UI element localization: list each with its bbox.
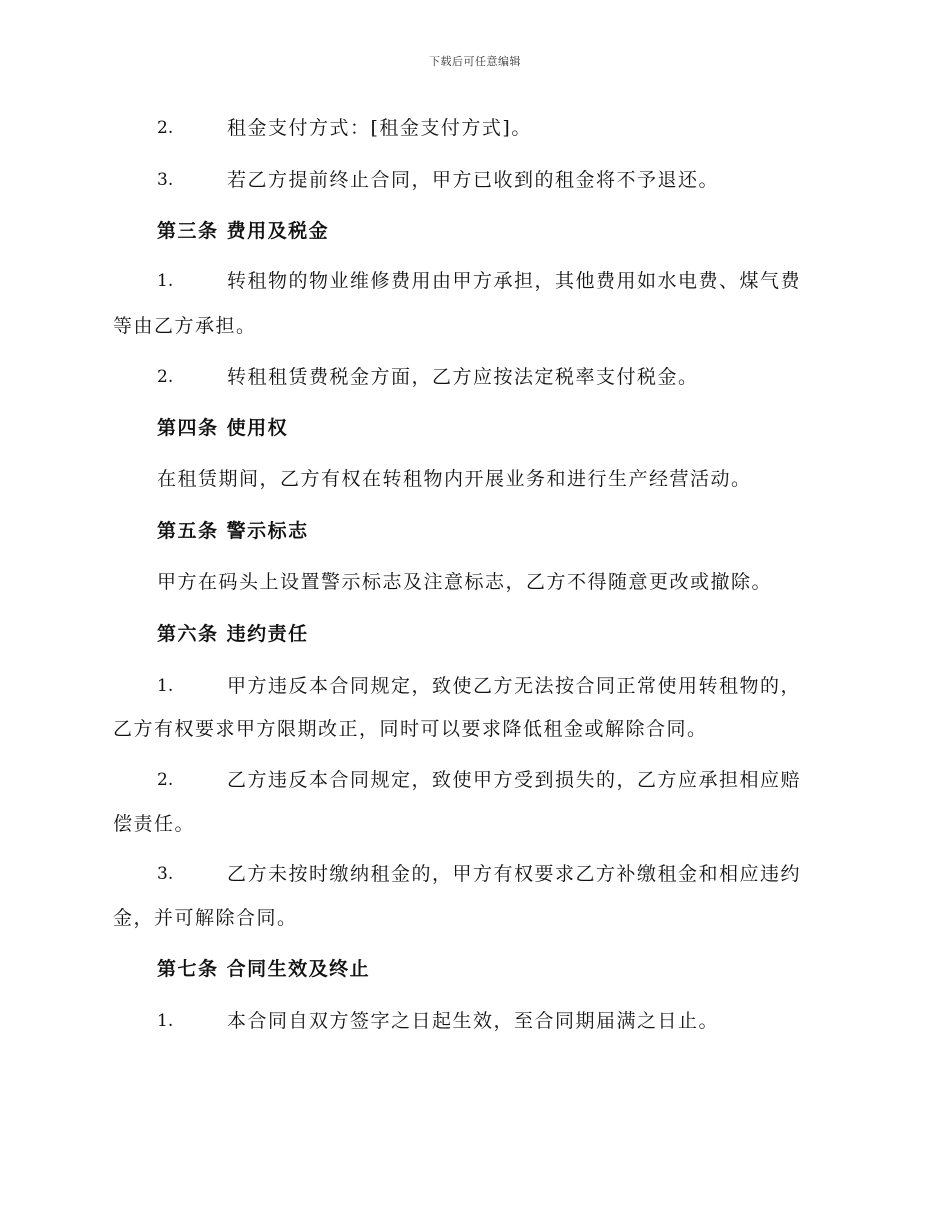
section-heading: 第四条 使用权 [157,417,289,439]
list-number: 2. [157,770,174,790]
page-header: 下载后可任意编辑 [429,55,521,68]
section-heading: 第五条 警示标志 [157,520,309,542]
section-heading: 第三条 费用及税金 [157,220,330,242]
usage-right-clause: 在租赁期间，乙方有权在转租物内开展业务和进行生产经营活动。 [157,468,752,490]
list-number: 1. [157,676,174,696]
effectiveness-clause: 本合同自双方签字之日起生效，至合同期届满之日止。 [227,1010,720,1032]
breach-clause-1-line2: 乙方有权要求甲方限期改正，同时可以要求降低租金或解除合同。 [113,718,708,740]
breach-clause-2-line1: 乙方违反本合同规定，致使甲方受到损失的，乙方应承担相应赔 [227,769,802,791]
breach-clause-3-line1: 乙方未按时缴纳租金的，甲方有权要求乙方补缴租金和相应违约 [227,863,802,885]
breach-clause-2-line2: 偿责任。 [113,813,196,835]
list-number: 2. [157,118,174,138]
list-number: 3. [157,864,174,884]
breach-clause-1-line1: 甲方违反本合同规定，致使乙方无法按合同正常使用转租物的， [227,675,802,697]
fees-clause-line2: 等由乙方承担。 [113,315,257,337]
warning-sign-clause: 甲方在码头上设置警示标志及注意标志，乙方不得随意更改或撤除。 [157,571,773,593]
list-number: 3. [157,170,174,190]
list-number: 1. [157,1011,174,1031]
list-number: 2. [157,367,174,387]
section-heading: 第七条 合同生效及终止 [157,958,371,980]
payment-method-clause: 租金支付方式：[租金支付方式]。 [227,117,532,139]
list-number: 1. [157,271,174,291]
tax-clause: 转租租赁费税金方面，乙方应按法定税率支付税金。 [227,366,699,388]
early-termination-clause: 若乙方提前终止合同，甲方已收到的租金将不予退还。 [227,169,720,191]
section-heading: 第六条 违约责任 [157,623,309,645]
fees-clause-line1: 转租物的物业维修费用由甲方承担，其他费用如水电费、煤气费 [227,270,802,292]
breach-clause-3-line2: 金，并可解除合同。 [113,907,298,929]
